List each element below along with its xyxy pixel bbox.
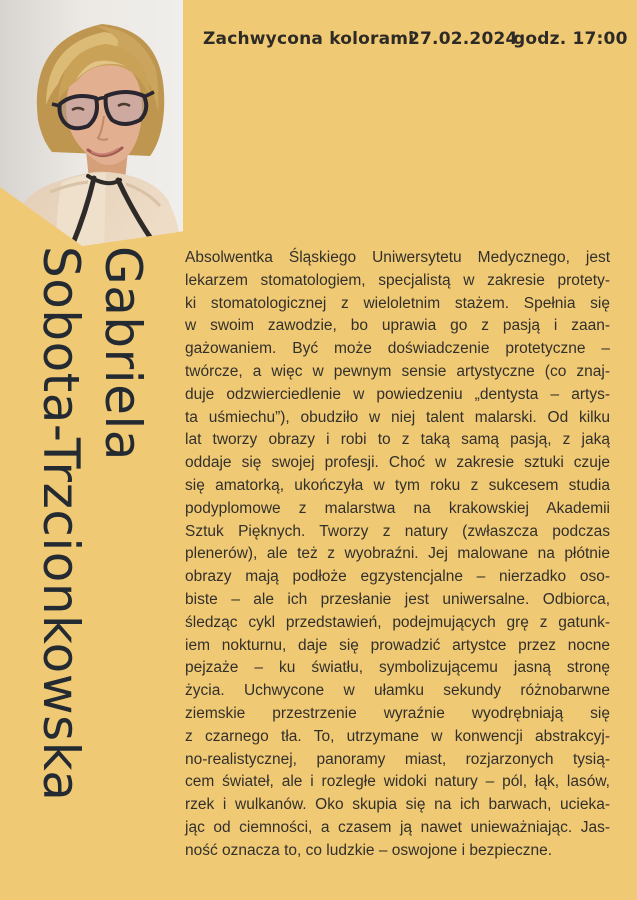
bio-line: ziemskie przestrzenie wyraźnie wyodrębniają się xyxy=(185,704,610,722)
event-date: 27.02.2024 xyxy=(408,29,518,49)
bio-line: no-realistycznej, panoramy miast, rozjarzonych tysią- xyxy=(185,750,610,768)
bio-line: podyplomowe z malarstwa na krakowskiej Akademii xyxy=(185,499,610,517)
artist-first-name: Gabriela xyxy=(94,246,152,461)
bio-line: życia. Uchwycone w ułamku sekundy różnobarwne xyxy=(185,682,610,700)
bio-line: Absolwentka Śląskiego Uniwersytetu Medycznego, jest xyxy=(185,249,610,266)
artist-bio-paragraph xyxy=(185,247,610,863)
bio-line: plenerów), ale też z wyobraźni. Jej malowane na płótnie xyxy=(185,545,610,563)
bio-line: gażowaniem. Być może doświadczenie protetyczne – xyxy=(185,340,610,358)
artist-last-name: Sobota-Trzcionkowska xyxy=(32,246,90,802)
bio-line: lekarzem stomatologiem, specjalistą w zakresie protety- xyxy=(185,271,610,289)
bio-line: biste – ale ich przesłanie jest uniwersalne. Odbiorca, xyxy=(185,590,610,608)
event-title: Zachwycona kolorami xyxy=(203,29,415,49)
artist-name-vertical xyxy=(30,246,154,894)
bio-line: się amatorką, ukończyła w tym roku z sukcesem studia xyxy=(185,476,610,494)
bio-line: duje odzwierciedlenie w powiedzeniu „dentysta – artys- xyxy=(185,385,610,403)
bio-line: Sztuk Pięknych. Tworzy z natury (zwłaszcza podczas xyxy=(185,522,610,540)
bio-line: śledząc cykl przedstawień, podejmujących grę z gatunk- xyxy=(185,613,610,631)
bio-line: ki stomatologicznej z wieloletnim stażem. Spełnia się xyxy=(185,294,610,312)
bio-line: pejzaże – ku światłu, symbolizującemu jasną stronę xyxy=(185,659,610,677)
bio-line: iem nokturnu, daje się prowadzić artystce przez nocne xyxy=(185,636,610,654)
bio-line: ność oznacza to, co ludzkie – oswojone i bezpieczne. xyxy=(185,841,553,859)
bio-line: lat tworzy obrazy i robi to z taką samą pasją, z jaką xyxy=(185,431,610,449)
bio-line: twórcze, a więc w pewnym sensie artystyczne (co znaj- xyxy=(185,362,610,380)
bio-line: ta uśmiechu”), obudziło w niej talent malarski. Od kilku xyxy=(185,408,610,426)
bio-line: cem świateł, ale i rozległe widoki natury – pól, łąk, lasów, xyxy=(185,773,610,791)
artist-portrait-photo xyxy=(0,0,183,246)
event-time: godz. 17:00 xyxy=(513,29,628,49)
bio-line: rzek i wulkanów. Oko skupia się na ich barwach, ucieka- xyxy=(185,796,610,814)
bio-line: jąc od ciemności, a czasem ją nawet unieważniając. Jas- xyxy=(185,818,610,836)
bio-line: oddaje się swojej profesji. Choć w zakresie sztuki czuje xyxy=(185,454,610,472)
bio-line: obrazy mają podłoże egzystencjalne – nierzadko oso- xyxy=(185,568,610,586)
bio-line: w swoim zawodzie, bo uprawia go z pasją i zaan- xyxy=(185,317,610,335)
bio-line: z czarnego tła. To, utrzymane w konwencji abstrakcyj- xyxy=(185,727,610,745)
